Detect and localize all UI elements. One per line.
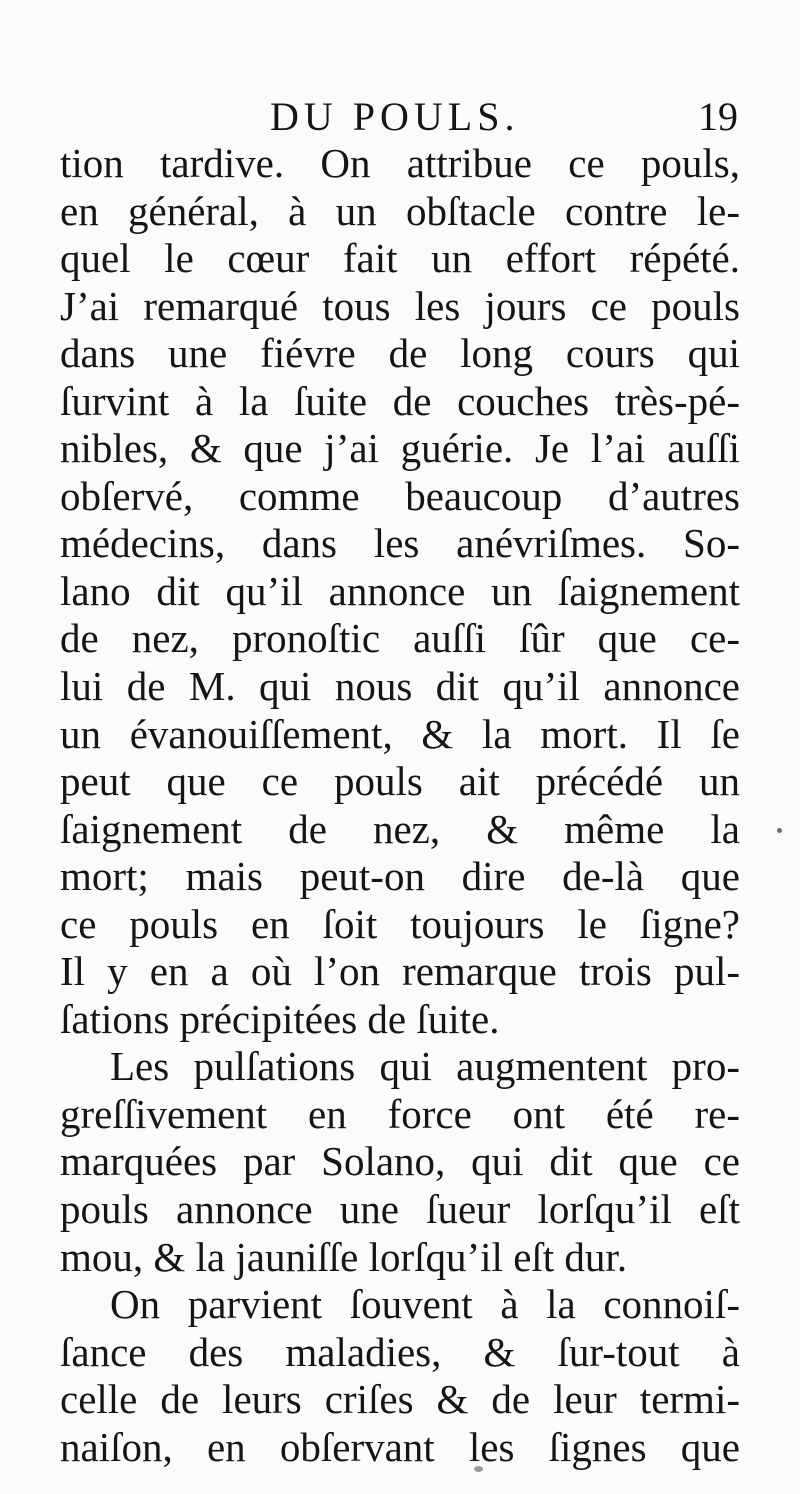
text-line: nibles, & que j’ai guérie. Je l’ai auſſi bbox=[60, 425, 740, 472]
text-line: naiſon, en obſervant les ſignes que bbox=[60, 1423, 740, 1470]
text-line: en général, à un obſtacle contre le- bbox=[60, 187, 740, 234]
body-text bbox=[60, 140, 740, 1471]
text-line: lui de M. qui nous dit qu’il annonce bbox=[60, 663, 740, 710]
text-line: ſance des maladies, & ſur-tout à bbox=[60, 1328, 740, 1375]
text-line: ſurvint à la ſuite de couches très-pé- bbox=[60, 377, 740, 424]
text-line: marquées par Solano, qui dit que ce bbox=[60, 1138, 740, 1185]
text-line: mort; mais peut-on dire de-là que bbox=[60, 853, 740, 900]
running-head: DU POULS. bbox=[270, 94, 520, 139]
text-line: celle de leurs criſes & de leur termi- bbox=[60, 1376, 740, 1423]
ink-speck bbox=[777, 828, 782, 833]
text-line: de nez, pronoſtic auſſi ſûr que ce- bbox=[60, 615, 740, 662]
text-line: mou, & la jauniſſe lorſqu’il eſt dur. bbox=[60, 1233, 628, 1280]
text-line: Il y en a où l’on remarque trois pul- bbox=[60, 948, 740, 995]
text-line: peut que ce pouls ait précédé un bbox=[60, 758, 740, 805]
text-line: obſervé, comme beaucoup d’autres bbox=[60, 472, 740, 519]
text-line: Les pulſations qui augmentent pro- bbox=[110, 1043, 740, 1090]
page-number: 19 bbox=[698, 94, 738, 139]
text-line: quel le cœur fait un effort répété. bbox=[60, 235, 740, 282]
text-line: tion tardive. On attribue ce pouls, bbox=[60, 140, 740, 186]
text-line: un évanouiſſement, & la mort. Il ſe bbox=[60, 710, 740, 757]
text-line: On parvient ſouvent à la connoiſ- bbox=[110, 1281, 740, 1328]
text-line: médecins, dans les anévriſmes. So- bbox=[60, 520, 740, 567]
text-line: lano dit qu’il annonce un ſaignement bbox=[60, 567, 740, 614]
page-header bbox=[60, 92, 750, 142]
text-line: J’ai remarqué tous les jours ce pouls bbox=[60, 282, 740, 329]
text-line: ſaignement de nez, & même la bbox=[60, 805, 740, 852]
text-line: dans une fiévre de long cours qui bbox=[60, 330, 740, 377]
text-line: ce pouls en ſoit toujours le ſigne? bbox=[60, 900, 740, 947]
text-line: ſations précipitées de ſuite. bbox=[60, 995, 500, 1042]
text-line: greſſivement en force ont été re- bbox=[60, 1090, 740, 1137]
text-line: pouls annonce une ſueur lorſqu’il eſt bbox=[60, 1186, 740, 1233]
